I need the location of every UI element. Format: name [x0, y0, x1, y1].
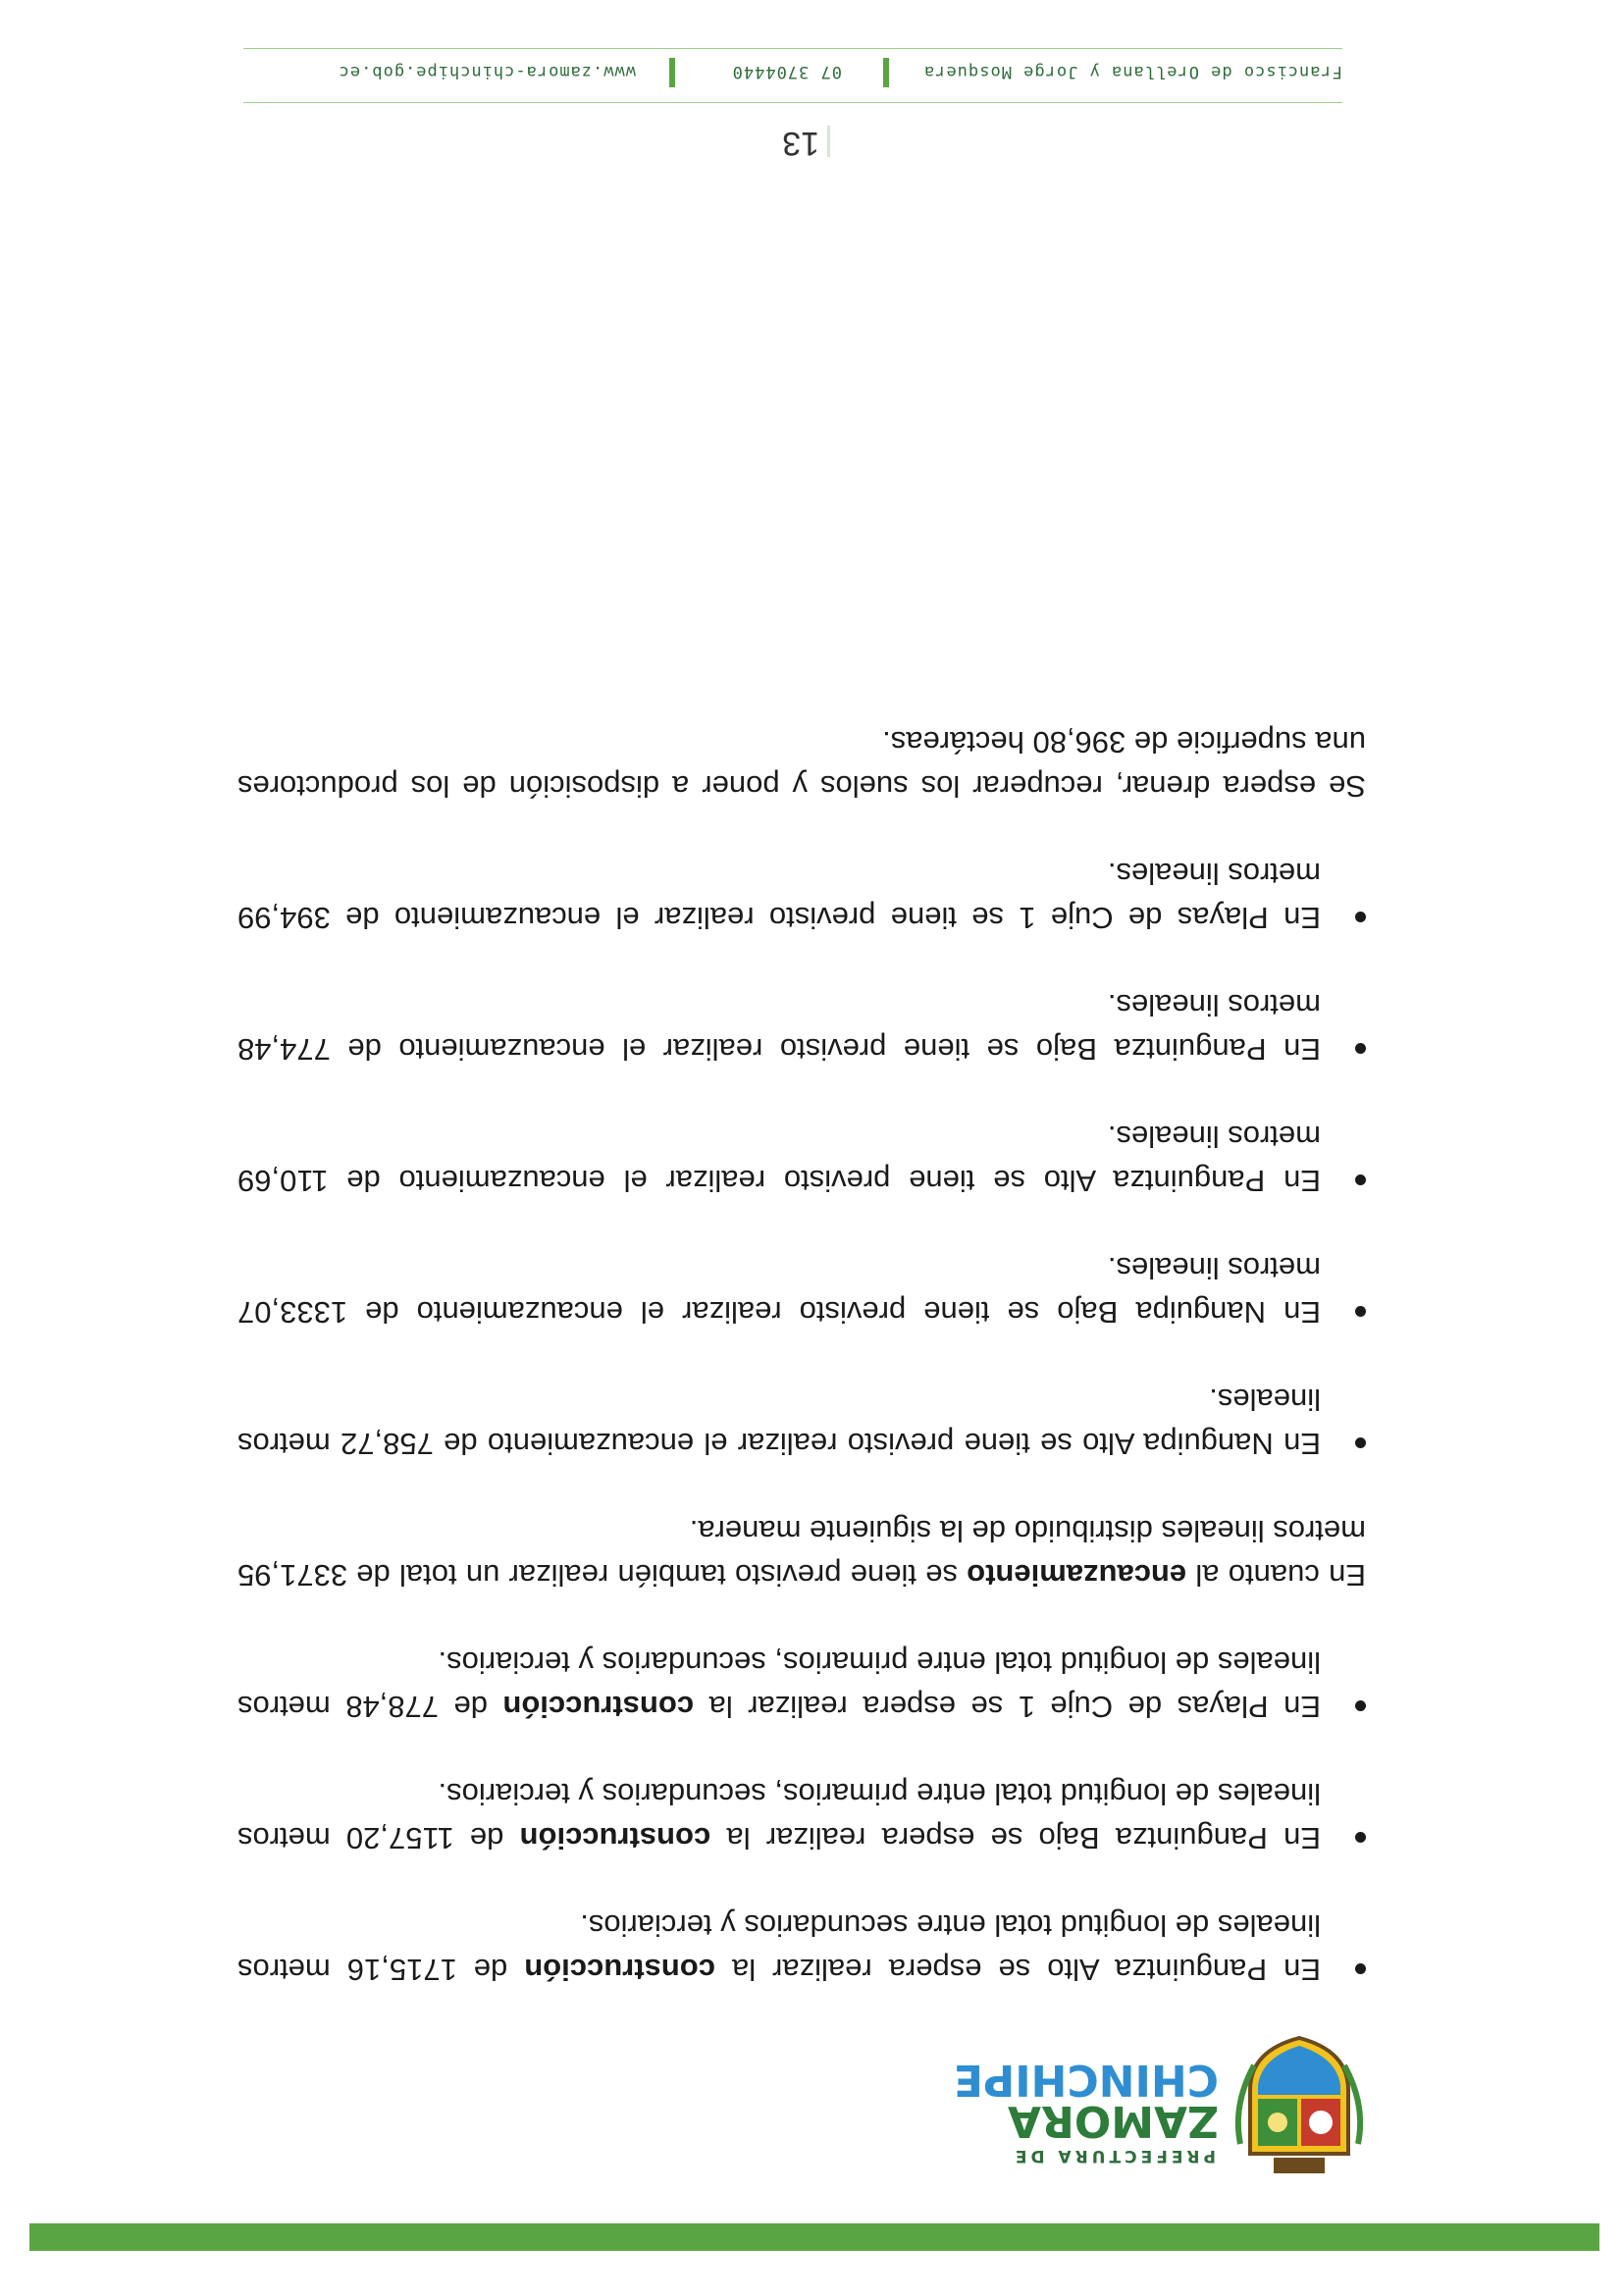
page-footer [243, 54, 1342, 93]
footer-separator [883, 58, 889, 87]
brand-line-chinchipe: CHINCHIPE [953, 2055, 1219, 2105]
footer-separator [669, 58, 675, 87]
footer-rule-bottom [243, 48, 1342, 49]
paragraph-drenaje-superficie: Se espera drenar, recuperar los suelos y poner a disposición de los productores una superficie de 396,80 hectáreas. [237, 725, 1366, 804]
bold-text: construcción [502, 1690, 695, 1724]
text: En Panguintza Bajo se espera realizar la [710, 1821, 1321, 1855]
text: de 778,48 metros lineales de longitud total entre primarios, secundarios y terciarios. [237, 1645, 1321, 1724]
page-number-value: 13 [782, 125, 819, 162]
footer-website: www.zamora-chinchipe.gob.ec [338, 62, 636, 81]
paragraph-encauzamiento-total [237, 1509, 1366, 1597]
text: En Panguintza Alto se espera realizar la [714, 1953, 1321, 1987]
text: de 1715,16 metros lineales de longitud total entre secundarios y terciarios. [237, 1908, 1321, 1987]
footer-phone: 07 3704440 [731, 62, 842, 81]
bullet-encauzamiento-nanguipa-bajo: En Nanguipa Bajo se tiene previsto realizar el encauzamiento de 1333,07 metros lineales. [237, 1246, 1366, 1334]
bullet-encauzamiento-nanguipa-alto: En Nanguipa Alto se tiene previsto realizar el encauzamiento de 758,72 metros lineales. [237, 1378, 1366, 1466]
bullet-construccion-panguintza-bajo [237, 1772, 1366, 1860]
body-content [237, 677, 1366, 1992]
bullet-construccion-playas-de-cuje [237, 1641, 1366, 1729]
bold-text: construcción [519, 1821, 711, 1855]
footer-address: Francisco de Orellana y Jorge Mosquera [923, 62, 1342, 81]
page-header [0, 2055, 1623, 2296]
footer-rule-top [243, 102, 1342, 103]
text: En Playas de Cuje 1 se espera realizar la [694, 1690, 1321, 1724]
brand-line-zamora: ZAMORA [1007, 2096, 1219, 2146]
brand-prefix: PREFECTURA DE [1011, 2146, 1216, 2166]
page-number [782, 124, 838, 162]
prefectura-coat-of-arms-icon [1230, 2036, 1368, 2183]
bullet-construccion-panguintza-alto [237, 1904, 1366, 1992]
bold-text: encauzamiento [967, 1558, 1187, 1592]
text: se tiene previsto también realizar un total de 3371,95 metros lineales distribuido de la siguiente manera. [237, 1514, 1366, 1592]
bold-text: construcción [524, 1953, 715, 1987]
text: de 1157,20 metros lineales de longitud total entre primarios, secundarios y terciarios. [237, 1777, 1321, 1855]
bullet-encauzamiento-panguintza-alto: En Panguintza Alto se tiene previsto realizar el encauzamiento de 110,69 metros lineales. [237, 1115, 1366, 1203]
header-green-bar [29, 2223, 1599, 2251]
bullet-encauzamiento-panguintza-bajo: En Panguintza Bajo se tiene previsto realizar el encauzamiento de 774,48 metros lineales. [237, 983, 1366, 1071]
text: En cuanto al [1186, 1558, 1366, 1592]
bullet-encauzamiento-playas-de-cuje: En Playas de Cuje 1 se tiene previsto realizar el encauzamiento de 394,99 metros lineales. [237, 852, 1366, 940]
prefectura-logo [916, 2036, 1368, 2183]
page-number-separator [827, 126, 830, 157]
